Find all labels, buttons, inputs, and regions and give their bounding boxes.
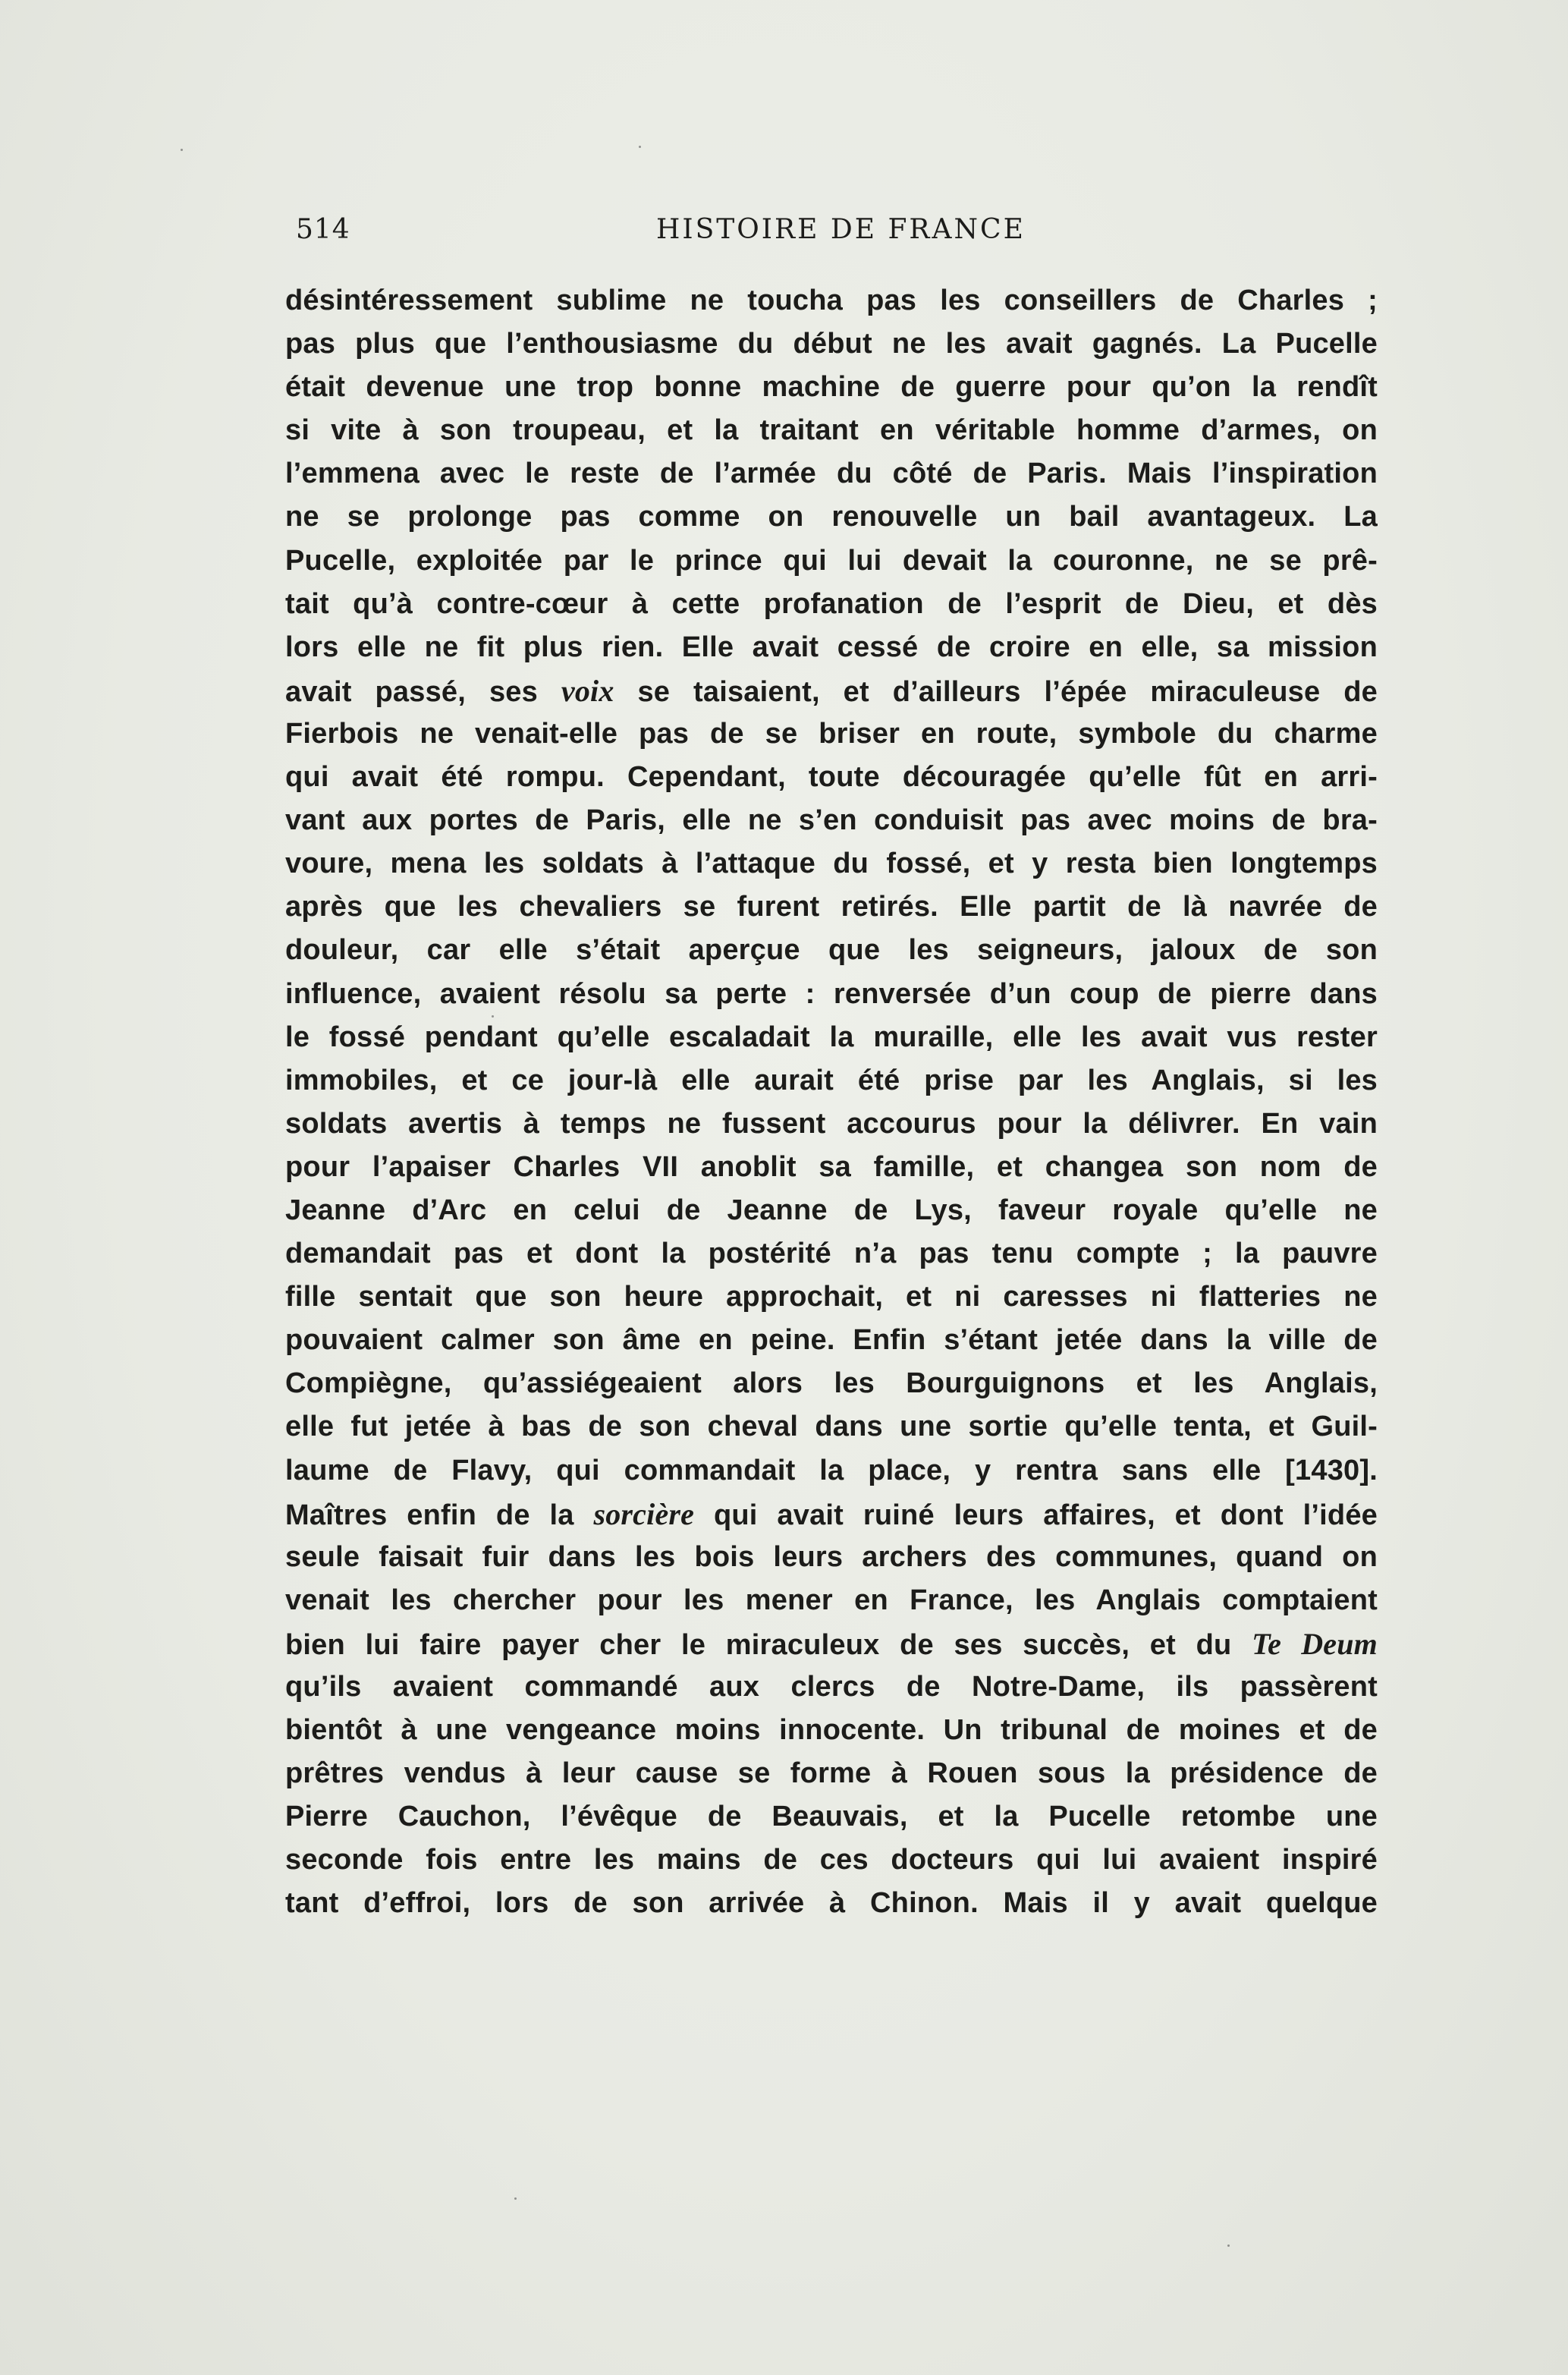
text-line: [285, 973, 1378, 1016]
text-segment: voure, mena les soldats à l’attaque du fossé, et y resta bien longtemps: [285, 848, 1378, 880]
text-line: [285, 929, 1378, 972]
text-segment: lors elle ne fit plus rien. Elle avait cessé de croire en elle, sa mission: [285, 631, 1378, 663]
text-segment: Jeanne d’Arc en celui de Jeanne de Lys, faveur royale qu’elle ne: [285, 1194, 1378, 1226]
text-line: [285, 1016, 1378, 1059]
text-segment: pouvaient calmer son âme en peine. Enfin s’étant jetée dans la ville de: [285, 1324, 1378, 1357]
text-line: [285, 366, 1378, 409]
text-line: [285, 1103, 1378, 1146]
text-segment: influence, avaient résolu sa perte : renversée d’un coup de pierre dans: [285, 977, 1378, 1010]
text-segment: pour l’apaiser Charles VII anoblit sa famille, et changea son nom de: [285, 1150, 1378, 1183]
text-segment: se taisaient, et d’ailleurs l’épée miraculeuse de: [614, 675, 1378, 708]
text-segment: le fossé pendant qu’elle escaladait la muraille, elle les avait vus rester: [285, 1021, 1378, 1053]
text-line: [285, 1232, 1378, 1276]
text-line: [285, 322, 1378, 366]
text-segment: douleur, car elle s’était aperçue que les seigneurs, jaloux de son: [285, 934, 1378, 967]
text-line: [285, 626, 1378, 669]
text-line: [285, 1622, 1378, 1666]
text-line: [285, 1752, 1378, 1795]
text-segment: bientôt à une vengeance moins innocente. Un tribunal de moines et de: [285, 1714, 1378, 1747]
text-segment: soldats avertis à temps ne fussent accourus pour la délivrer. En vain: [285, 1107, 1378, 1140]
text-line: [285, 279, 1378, 322]
text-line: [285, 1666, 1378, 1709]
text-line: [285, 452, 1378, 495]
paper-speck: [181, 149, 183, 151]
running-title: HISTOIRE DE FRANCE: [656, 214, 1026, 245]
text-segment: ne se prolonge pas comme on renouvelle un bail avantageux. La: [285, 501, 1378, 533]
text-line: [285, 1882, 1378, 1925]
text-line: [285, 583, 1378, 626]
text-segment: fille sentait que son heure approchait, et ni caresses ni flatteries ne: [285, 1281, 1378, 1313]
text-line: [285, 1579, 1378, 1622]
text-segment: Compiègne, qu’assiégeaient alors les Bourguignons et les Anglais,: [285, 1367, 1378, 1400]
page-number: 514: [296, 214, 350, 245]
text-line: [285, 1405, 1378, 1449]
text-segment: si vite à son troupeau, et la traitant en véritable homme d’armes, on: [285, 414, 1378, 447]
text-line: [285, 1493, 1378, 1536]
text-segment: pas plus que l’enthousiasme du début ne les avait gagnés. La Pucelle: [285, 328, 1378, 360]
text-segment: vant aux portes de Paris, elle ne s’en conduisit pas avec moins de bra-: [285, 804, 1378, 837]
text-segment: Fierbois ne venait-elle pas de se briser en route, symbole du charme: [285, 717, 1378, 750]
text-segment: Pucelle, exploitée par le prince qui lui devait la couronne, ne se prê-: [285, 544, 1378, 577]
text-line: [285, 886, 1378, 929]
text-line: [285, 409, 1378, 452]
text-segment: après que les chevaliers se furent retirés. Elle partit de là navrée de: [285, 891, 1378, 923]
text-segment: qu’ils avaient commandé aux clercs de Notre-Dame, ils passèrent: [285, 1671, 1378, 1703]
paper-speck: [514, 2197, 517, 2200]
text-line: [285, 1362, 1378, 1405]
text-line: [285, 1059, 1378, 1103]
text-segment: désintéressement sublime ne toucha pas les conseillers de Charles ;: [285, 285, 1378, 316]
text-segment: tant d’effroi, lors de son arrivée à Chinon. Mais il y avait quelque: [285, 1887, 1378, 1920]
text-line: [285, 1536, 1378, 1579]
text-segment: était devenue une trop bonne machine de guerre pour qu’on la rendît: [285, 371, 1378, 404]
paper-speck: [492, 1015, 494, 1018]
text-line: [285, 1319, 1378, 1362]
text-segment: immobiles, et ce jour-là elle aurait été prise par les Anglais, si les: [285, 1064, 1378, 1096]
text-segment: seconde fois entre les mains de ces docteurs qui lui avaient inspiré: [285, 1844, 1378, 1876]
text-line: [285, 712, 1378, 756]
text-line: [285, 669, 1378, 712]
paper-speck: [639, 146, 641, 148]
text-segment: l’emmena avec le reste de l’armée du côté de Paris. Mais l’inspiration: [285, 458, 1378, 490]
text-line: [285, 1189, 1378, 1232]
italic-term: Te Deum: [1252, 1626, 1378, 1661]
italic-term: sorcière: [593, 1496, 695, 1531]
paper-speck: [1227, 2244, 1230, 2247]
text-line: [285, 539, 1378, 583]
text-segment: elle fut jetée à bas de son cheval dans une sortie qu’elle tenta, et Guil-: [285, 1411, 1378, 1443]
text-line: [285, 1839, 1378, 1882]
text-line: [285, 756, 1378, 799]
text-line: [285, 1709, 1378, 1752]
text-segment: Maîtres enfin de la: [285, 1499, 594, 1531]
text-segment: avait passé, ses: [285, 675, 561, 708]
text-line: [285, 799, 1378, 842]
text-segment: seule faisait fuir dans les bois leurs archers des communes, quand on: [285, 1540, 1378, 1573]
text-line: [285, 1449, 1378, 1493]
text-line: [285, 1146, 1378, 1189]
text-segment: demandait pas et dont la postérité n’a pas tenu compte ; la pauvre: [285, 1238, 1378, 1270]
text-segment: tait qu’à contre-cœur à cette profanation de l’esprit de Dieu, et dès: [285, 587, 1378, 620]
text-line: [285, 842, 1378, 886]
running-head: [296, 214, 1381, 252]
italic-term: voix: [561, 673, 614, 708]
body-text: [285, 279, 1378, 1926]
text-segment: bien lui faire payer cher le miraculeux de ses succès, et du: [285, 1628, 1252, 1661]
text-line: [285, 495, 1378, 539]
text-line: [285, 1276, 1378, 1319]
text-segment: qui avait été rompu. Cependant, toute découragée qu’elle fût en arri-: [285, 761, 1378, 794]
text-line: [285, 1795, 1378, 1839]
text-segment: prêtres vendus à leur cause se forme à Rouen sous la présidence de: [285, 1757, 1378, 1790]
text-segment: Pierre Cauchon, l’évêque de Beauvais, et la Pucelle retombe une: [285, 1801, 1378, 1833]
text-segment: venait les chercher pour les mener en France, les Anglais comptaient: [285, 1584, 1378, 1616]
text-segment: laume de Flavy, qui commandait la place, y rentra sans elle [1430].: [285, 1454, 1378, 1486]
text-segment: qui avait ruiné leurs affaires, et dont l’idée: [694, 1499, 1378, 1531]
